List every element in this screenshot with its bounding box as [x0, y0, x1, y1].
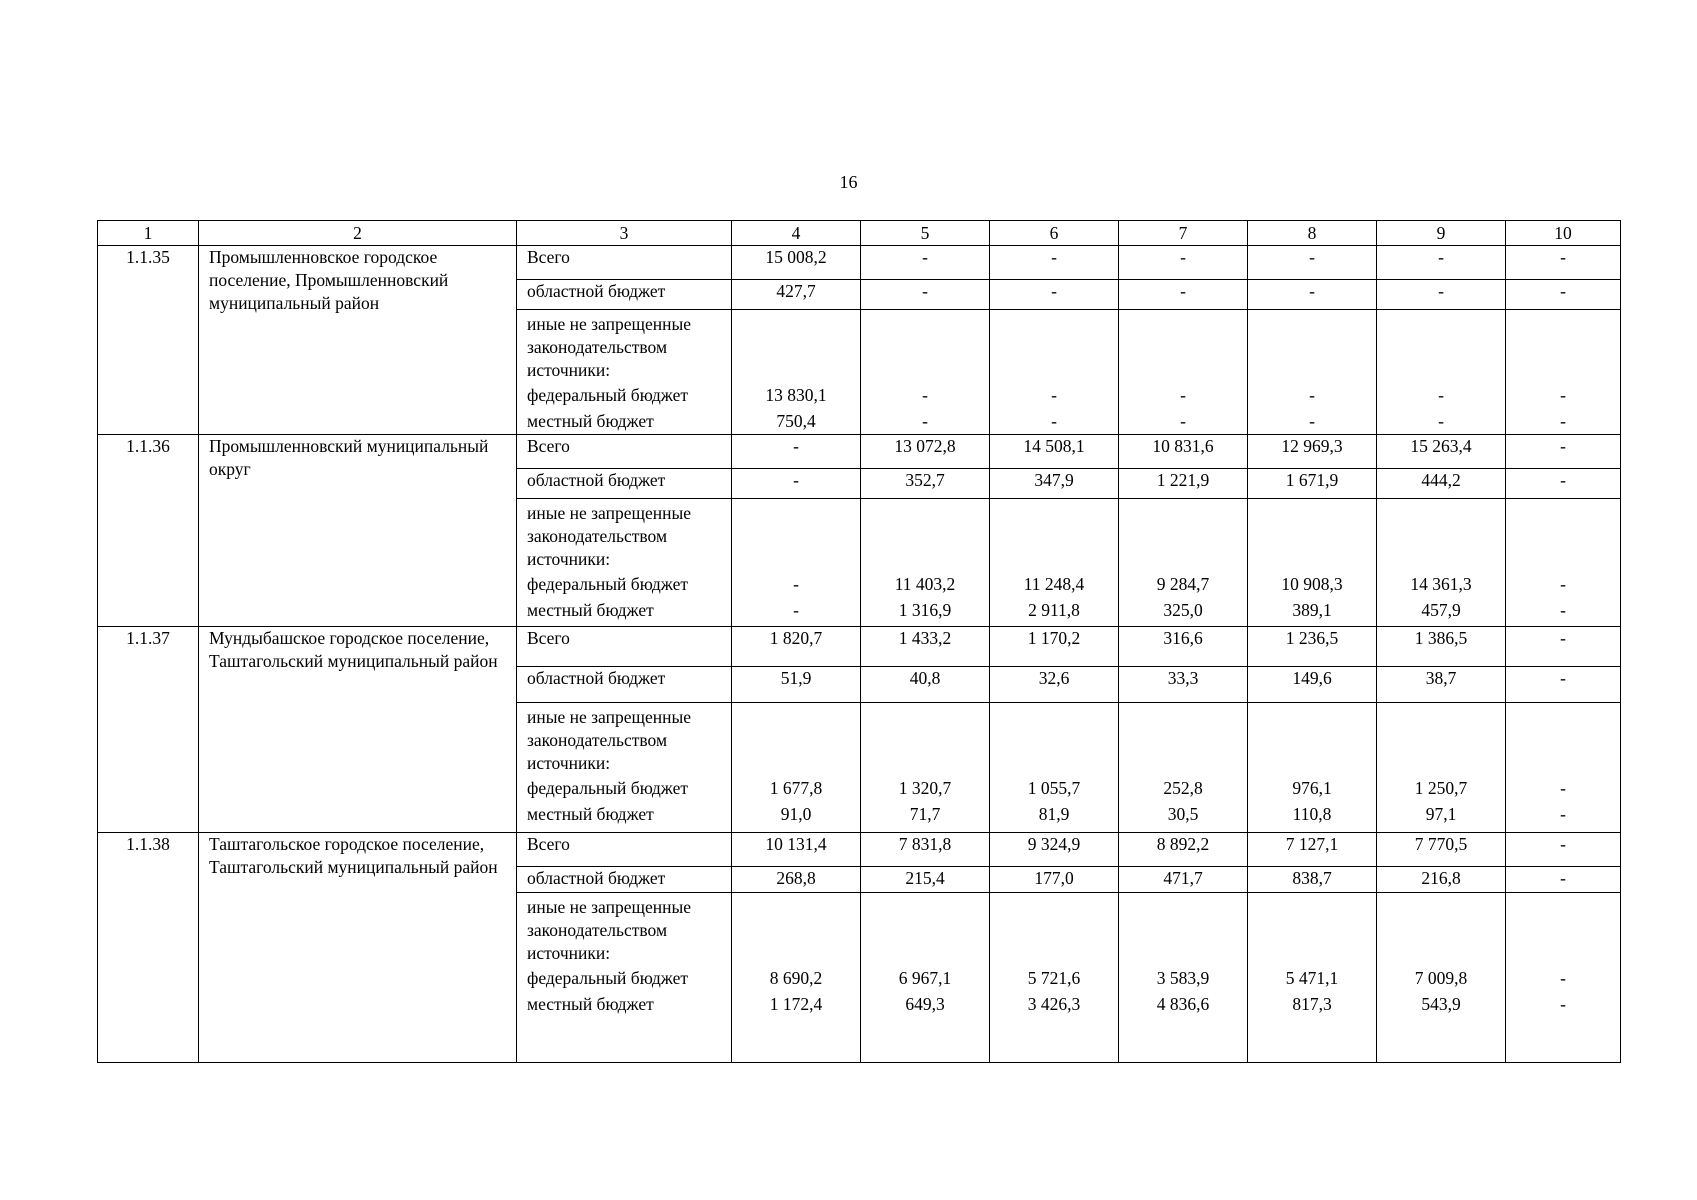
cell-spacer [1377, 310, 1505, 382]
cell-spacer [1377, 499, 1505, 571]
value-cell: 51,9 [732, 667, 861, 703]
value-cell: 7 831,8 [861, 833, 990, 867]
column-number: 7 [1119, 221, 1248, 246]
value-cell: 10 831,6 [1119, 435, 1248, 469]
value-cell: 427,7 [732, 280, 861, 310]
federal-value: 7 009,8 [1414, 968, 1468, 988]
cell-spacer [732, 499, 860, 571]
column-number: 3 [517, 221, 732, 246]
local-value: - [793, 600, 799, 620]
value-cell: 149,6 [1248, 667, 1377, 703]
other-sources-cell [517, 499, 732, 627]
federal-value: 1 250,7 [1414, 778, 1468, 798]
table-row [98, 435, 1621, 469]
value-cell: 1 236,5 [1248, 627, 1377, 667]
value-cell: - [1119, 280, 1248, 310]
source-label: областной бюджет [517, 469, 732, 499]
cell-spacer [1119, 893, 1247, 965]
value-cell: - [1506, 469, 1621, 499]
value-cell: - [1377, 246, 1506, 280]
value-cell: 10 131,4 [732, 833, 861, 867]
cell-spacer [732, 703, 860, 775]
federal-value: 976,1 [1292, 778, 1332, 798]
value-cell: 9 324,9 [990, 833, 1119, 867]
federal-value: 10 908,3 [1281, 574, 1343, 594]
local-value: 325,0 [1163, 600, 1203, 620]
value-cell [990, 703, 1119, 833]
value-cell: 33,3 [1119, 667, 1248, 703]
cell-spacer [1377, 703, 1505, 775]
source-label: областной бюджет [517, 867, 732, 893]
local-value: 817,3 [1292, 994, 1332, 1014]
federal-value: 5 721,6 [1027, 968, 1081, 988]
page-number: 16 [839, 172, 858, 192]
row-code: 1.1.35 [98, 246, 199, 435]
cell-spacer [861, 310, 989, 382]
federal-value: 8 690,2 [769, 968, 823, 988]
local-value: 1 316,9 [898, 600, 952, 620]
federal-value: - [1309, 385, 1315, 405]
federal-value: 3 583,9 [1156, 968, 1210, 988]
cell-spacer [1377, 893, 1505, 965]
federal-value: 13 830,1 [765, 385, 827, 405]
local-value: 110,8 [1292, 804, 1332, 824]
value-cell: - [1377, 280, 1506, 310]
value-cell: 14 508,1 [990, 435, 1119, 469]
column-number-row [98, 221, 1621, 246]
federal-value: - [1560, 968, 1566, 988]
value-cell: - [1119, 246, 1248, 280]
federal-budget-label: федеральный бюджет [527, 385, 689, 405]
cell-spacer [1506, 703, 1620, 775]
value-cell [1119, 499, 1248, 627]
value-cell: 32,6 [990, 667, 1119, 703]
cell-spacer [861, 703, 989, 775]
table-row [98, 627, 1621, 667]
other-sources-cell [517, 310, 732, 435]
value-cell: - [1248, 246, 1377, 280]
other-sources-cell [517, 893, 732, 1063]
value-cell: 216,8 [1377, 867, 1506, 893]
budget-table [97, 220, 1621, 1063]
column-number: 4 [732, 221, 861, 246]
local-value: - [1309, 411, 1315, 431]
local-value: - [1438, 411, 1444, 431]
value-cell: 13 072,8 [861, 435, 990, 469]
value-cell: - [1506, 867, 1621, 893]
value-cell [990, 310, 1119, 435]
local-value: - [1051, 411, 1057, 431]
value-cell: 838,7 [1248, 867, 1377, 893]
column-number: 8 [1248, 221, 1377, 246]
value-cell: 1 221,9 [1119, 469, 1248, 499]
federal-value: - [1438, 385, 1444, 405]
cell-spacer [1119, 310, 1247, 382]
cell-spacer [732, 310, 860, 382]
local-value: - [1560, 600, 1566, 620]
federal-value: 252,8 [1163, 778, 1203, 798]
value-cell: - [1506, 667, 1621, 703]
value-cell: - [990, 246, 1119, 280]
federal-budget-label: федеральный бюджет [527, 968, 689, 988]
value-cell [1377, 893, 1506, 1063]
value-cell: - [732, 435, 861, 469]
other-sources-intro: иные не запрещенные законодательством источники: [527, 314, 691, 380]
value-cell: 8 892,2 [1119, 833, 1248, 867]
cell-spacer [1248, 703, 1376, 775]
value-cell: 1 433,2 [861, 627, 990, 667]
value-cell: 12 969,3 [1248, 435, 1377, 469]
local-value: 3 426,3 [1027, 994, 1081, 1014]
value-cell: - [1506, 435, 1621, 469]
value-cell: 347,9 [990, 469, 1119, 499]
row-code: 1.1.36 [98, 435, 199, 627]
value-cell: - [1506, 833, 1621, 867]
column-number: 6 [990, 221, 1119, 246]
value-cell [990, 893, 1119, 1063]
local-budget-label: местный бюджет [527, 411, 654, 431]
local-value: 750,4 [776, 411, 816, 431]
value-cell [732, 893, 861, 1063]
value-cell [732, 703, 861, 833]
local-value: 389,1 [1292, 600, 1332, 620]
value-cell: 316,6 [1119, 627, 1248, 667]
value-cell [861, 310, 990, 435]
federal-value: 5 471,1 [1285, 968, 1339, 988]
value-cell: - [1506, 280, 1621, 310]
column-number: 2 [199, 221, 517, 246]
value-cell: 15 008,2 [732, 246, 861, 280]
federal-value: - [1560, 574, 1566, 594]
value-cell [1248, 893, 1377, 1063]
municipality-name: Таштагольское городское поселение, Таштагольский муниципальный район [199, 833, 517, 1063]
federal-budget-label: федеральный бюджет [527, 778, 689, 798]
cell-spacer [1248, 310, 1376, 382]
table-row [98, 246, 1621, 280]
column-number: 9 [1377, 221, 1506, 246]
federal-value: - [1180, 385, 1186, 405]
cell-spacer [1248, 499, 1376, 571]
federal-value: - [1560, 385, 1566, 405]
local-value: 97,1 [1425, 804, 1457, 824]
federal-value: 1 677,8 [769, 778, 823, 798]
local-value: - [1180, 411, 1186, 431]
value-cell [861, 893, 990, 1063]
value-cell: - [990, 280, 1119, 310]
federal-value: 11 403,2 [894, 574, 956, 594]
source-label: Всего [517, 435, 732, 469]
value-cell [1119, 703, 1248, 833]
local-budget-label: местный бюджет [527, 600, 654, 620]
value-cell: 38,7 [1377, 667, 1506, 703]
cell-spacer [990, 893, 1118, 965]
federal-value: 9 284,7 [1156, 574, 1210, 594]
cell-spacer [861, 499, 989, 571]
local-value: 457,9 [1421, 600, 1461, 620]
value-cell: 471,7 [1119, 867, 1248, 893]
cell-spacer [861, 893, 989, 965]
value-cell: - [1248, 280, 1377, 310]
source-label: Всего [517, 627, 732, 667]
cell-spacer [1119, 499, 1247, 571]
local-budget-label: местный бюджет [527, 994, 654, 1014]
federal-value: 1 055,7 [1027, 778, 1081, 798]
source-label: областной бюджет [517, 667, 732, 703]
value-cell: 444,2 [1377, 469, 1506, 499]
value-cell [1377, 310, 1506, 435]
federal-budget-label: федеральный бюджет [527, 574, 689, 594]
cell-spacer [1506, 310, 1620, 382]
row-code: 1.1.38 [98, 833, 199, 1063]
value-cell: 7 127,1 [1248, 833, 1377, 867]
value-cell [1506, 703, 1621, 833]
local-budget-label: местный бюджет [527, 804, 654, 824]
federal-value: - [793, 574, 799, 594]
federal-value: - [1560, 778, 1566, 798]
other-sources-intro: иные не запрещенные законодательством источники: [527, 503, 691, 569]
value-cell [861, 499, 990, 627]
local-value: - [1560, 994, 1566, 1014]
other-sources-intro: иные не запрещенные законодательством источники: [527, 897, 691, 963]
local-value: 91,0 [780, 804, 812, 824]
value-cell [1119, 310, 1248, 435]
value-cell [1119, 893, 1248, 1063]
value-cell [1377, 499, 1506, 627]
federal-value: 6 967,1 [898, 968, 952, 988]
cell-spacer [990, 703, 1118, 775]
local-value: - [922, 411, 928, 431]
other-sources-intro: иные не запрещенные законодательством источники: [527, 707, 691, 773]
value-cell: 1 386,5 [1377, 627, 1506, 667]
value-cell [990, 499, 1119, 627]
value-cell: 7 770,5 [1377, 833, 1506, 867]
value-cell [1377, 703, 1506, 833]
municipality-name: Мундыбашское городское поселение, Таштагольский муниципальный район [199, 627, 517, 833]
value-cell: 177,0 [990, 867, 1119, 893]
value-cell [861, 703, 990, 833]
value-cell: 1 170,2 [990, 627, 1119, 667]
column-number: 10 [1506, 221, 1621, 246]
value-cell: - [861, 246, 990, 280]
cell-spacer [1248, 893, 1376, 965]
value-cell: 1 671,9 [1248, 469, 1377, 499]
federal-value: - [922, 385, 928, 405]
value-cell [1248, 499, 1377, 627]
column-number: 1 [98, 221, 199, 246]
federal-value: - [1051, 385, 1057, 405]
cell-spacer [990, 310, 1118, 382]
local-value: 4 836,6 [1156, 994, 1210, 1014]
value-cell: 215,4 [861, 867, 990, 893]
other-sources-cell [517, 703, 732, 833]
local-value: 543,9 [1421, 994, 1461, 1014]
value-cell: - [1506, 246, 1621, 280]
table-row [98, 833, 1621, 867]
cell-spacer [1506, 499, 1620, 571]
local-value: - [1560, 411, 1566, 431]
cell-spacer [1119, 703, 1247, 775]
local-value: - [1560, 804, 1566, 824]
value-cell [1506, 499, 1621, 627]
federal-value: 1 320,7 [898, 778, 952, 798]
column-number: 5 [861, 221, 990, 246]
cell-spacer [732, 893, 860, 965]
value-cell: 352,7 [861, 469, 990, 499]
value-cell: 40,8 [861, 667, 990, 703]
source-label: Всего [517, 246, 732, 280]
federal-value: 11 248,4 [1023, 574, 1085, 594]
value-cell: - [1506, 627, 1621, 667]
local-value: 2 911,8 [1028, 600, 1080, 620]
value-cell [1248, 703, 1377, 833]
value-cell: - [861, 280, 990, 310]
cell-spacer [990, 499, 1118, 571]
value-cell: 268,8 [732, 867, 861, 893]
local-value: 30,5 [1167, 804, 1199, 824]
local-value: 81,9 [1038, 804, 1070, 824]
local-value: 1 172,4 [769, 994, 823, 1014]
value-cell [732, 499, 861, 627]
source-label: Всего [517, 833, 732, 867]
value-cell [732, 310, 861, 435]
value-cell [1248, 310, 1377, 435]
cell-spacer [1506, 893, 1620, 965]
local-value: 71,7 [909, 804, 941, 824]
value-cell: - [732, 469, 861, 499]
value-cell: 1 820,7 [732, 627, 861, 667]
municipality-name: Промышленновский муниципальный округ [199, 435, 517, 627]
row-code: 1.1.37 [98, 627, 199, 833]
value-cell [1506, 893, 1621, 1063]
value-cell: 15 263,4 [1377, 435, 1506, 469]
local-value: 649,3 [905, 994, 945, 1014]
value-cell [1506, 310, 1621, 435]
federal-value: 14 361,3 [1410, 574, 1472, 594]
municipality-name: Промышленновское городское поселение, Промышленновский муниципальный район [199, 246, 517, 435]
source-label: областной бюджет [517, 280, 732, 310]
